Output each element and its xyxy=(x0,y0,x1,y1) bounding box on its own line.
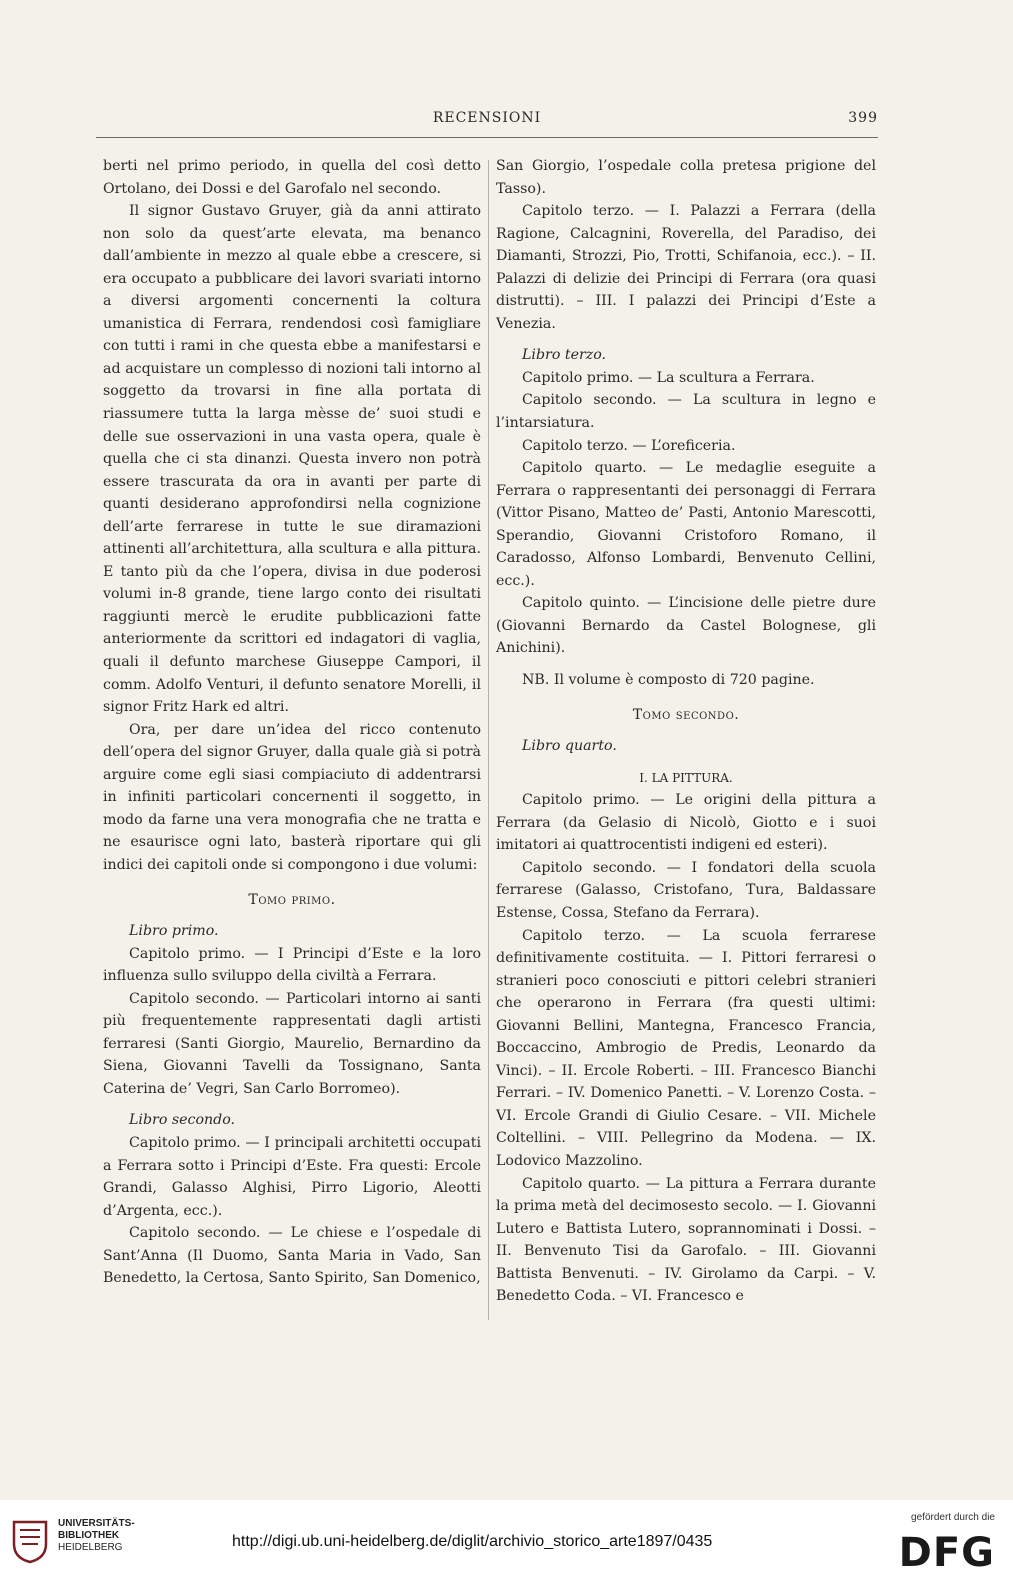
permalink-url[interactable]: http://digi.ub.uni-heidelberg.de/diglit/archivio_storico_arte1897/0435 xyxy=(232,1533,713,1550)
library-line-1: UNIVERSITÄTS- xyxy=(58,1518,135,1529)
paragraph: Capitolo primo. — La scultura a Ferrara. xyxy=(522,369,815,386)
book-heading: Libro primo. xyxy=(129,923,219,940)
library-name xyxy=(58,1518,135,1554)
header-rule xyxy=(96,137,878,138)
paragraph: Capitolo secondo. — Particolari intorno ai santi più frequentemente rappresentati dagli artisti ferraresi (Santi Giorgio, Maurelio, Bernardino da Siena, Giovanni Tavelli da Tossignano, Santa Caterina de’ Vegri, San Carlo Borromeo). xyxy=(103,990,481,1097)
paragraph: Capitolo secondo. — Le chiese e l’ospedale di Sant’Anna (Il Duomo, Santa Maria in Vado, San Benedetto, la Certosa, Santo Spirito, San Domenico, xyxy=(103,1225,481,1287)
section-heading: I. LA PITTURA. xyxy=(639,770,733,785)
column-divider xyxy=(488,160,489,1320)
paragraph: Capitolo quinto. — L’incisione delle pietre dure (Giovanni Bernardo da Castel Bolognese, gli Anichini). xyxy=(496,595,876,657)
digitization-footer xyxy=(0,1500,1013,1591)
library-line-3: HEIDELBERG xyxy=(58,1542,123,1553)
volume-heading: Tomo primo. xyxy=(248,891,336,908)
dfg-logo: DFG xyxy=(898,1530,995,1576)
paragraph: Capitolo terzo. — I. Palazzi a Ferrara (della Ragione, Calcagnini, Roverella, del Paradiso, dei Diamanti, Strozzi, Pio, Trotti, Schifanoia, ecc.). – II. Palazzi di delizie dei Principi di Ferrara (ora quasi distrutti). – III. I palazzi dei Principi d’Este a Venezia. xyxy=(496,203,876,332)
library-line-2: BIBLIOTHEK xyxy=(58,1530,120,1541)
funded-by-label: gefördert durch die xyxy=(911,1512,995,1523)
right-column xyxy=(496,155,876,1308)
paragraph: Capitolo secondo. — La scultura in legno e l’intarsiatura. xyxy=(496,392,876,432)
paragraph: Capitolo quarto. — Le medaglie eseguite a Ferrara o rappresentanti dei personaggi di Ferrara (Vittor Pisano, Matteo de’ Pasti, Antonio Marescotti, Sperandio, Giovanni Cristoforo Romano, il Caradosso, Alfonso Lombardi, Benvenuto Cellini, ecc.). xyxy=(496,460,876,589)
left-column xyxy=(103,155,481,1290)
paragraph: Capitolo primo. — I principali architetti occupati a Ferrara sotto i Principi d’Este. Fra questi: Ercole Grandi, Galasso Alghisi, Pirro Ligorio, Aleotti d’Argenta, ecc.). xyxy=(103,1134,481,1219)
paragraph: berti nel primo periodo, in quella del così detto Ortolano, dei Dossi e del Garofalo nel secondo. xyxy=(103,158,481,197)
paragraph: San Giorgio, l’ospedale colla pretesa prigione del Tasso). xyxy=(496,158,876,197)
book-heading: Libro quarto. xyxy=(522,738,617,755)
running-header xyxy=(96,110,878,134)
book-heading: Libro terzo. xyxy=(522,347,607,364)
university-seal-icon xyxy=(10,1518,50,1564)
paragraph: Capitolo primo. — I Principi d’Este e la loro influenza sullo sviluppo della civiltà a Ferrara. xyxy=(103,945,481,985)
paragraph: Capitolo terzo. — L’oreficeria. xyxy=(522,437,736,454)
paragraph: Capitolo primo. — Le origini della pittura a Ferrara (da Gelasio di Nicolò, Giotto e i suoi imitatori ai quattrocentisti indigeni ed esteri). xyxy=(496,792,876,854)
book-heading: Libro secondo. xyxy=(129,1112,236,1129)
header-title: RECENSIONI xyxy=(432,110,542,126)
page-number: 399 xyxy=(848,110,878,126)
paragraph: Capitolo terzo. — La scuola ferrarese definitivamente costituita. — I. Pittori ferraresi o stranieri poco conosciuti e pittori celebri stranieri che operarono in Ferrara (fra questi ultimi: Giovanni Bellini, Mantegna, Francesco Francia, Boccaccino, Ambrogio de Predis, Leonardo da Vinci). – II. Ercole Roberti. – III. Francesco Bianchi Ferrari. – IV. Domenico Panetti. – V. Lorenzo Costa. – VI. Ercole Grandi di Giulio Cesare. – VII. Michele Coltellini. – VIII. Pellegrino da Modena. — IX. Lodovico Mazzolino. xyxy=(496,927,876,1169)
paragraph: Ora, per dare un’idea del ricco contenuto dell’opera del signor Gruyer, dalla quale già si potrà arguire come egli siasi compiaciuto di addentrarsi in infiniti particolari concernenti il soggetto, in modo da farne una vera monografia che ne tratta e ne esaurisce ogni lato, basterà riportare qui gli indici dei capitoli onde si compongono i due volumi: xyxy=(103,721,481,873)
volume-heading: Tomo secondo. xyxy=(632,706,740,723)
paragraph: Capitolo secondo. — I fondatori della scuola ferrarese (Galasso, Cristofano, Tura, Baldassare Estense, Cossa, Stefano da Ferrara). xyxy=(496,859,876,921)
paragraph: Capitolo quarto. — La pittura a Ferrara durante la prima metà del decimosesto secolo. — I. Giovanni Lutero e Battista Lutero, soprannominati i Dossi. – II. Benvenuto Tisi da Garofalo. – III. Giovanni Battista Benvenuti. – IV. Girolamo da Carpi. – V. Benedetto Coda. – VI. Francesco e xyxy=(496,1175,876,1305)
paragraph: Il signor Gustavo Gruyer, già da anni attirato non solo da quest’arte elevata, ma benanco dall’ambiente in mezzo al quale ebbe a crescere, si era occupato a pubblicare dei lavori svariati intorno a diversi argomenti concernenti la coltura umanistica di Ferrara, rendendosi così famigliare con tutti i rami in che questa ebbe a manifestarsi e ad acquistare un complesso di nozioni tali intorno al soggetto da trovarsi in fine alla portata di riassumere tutta la larga mèsse de’ suoi studi e delle sue osservazioni in una vasta opera, quale è quella che ci sta dinanzi. Questa invero non potrà essere trascurata da ora in avanti per parte di quanti desiderano approfondirsi nella cognizione dell’arte ferrarese in tutte le sue diramazioni attinenti all’architettura, alla scultura e alla pittura. E tanto più da che l’opera, divisa in due poderosi volumi in-8 grande, tiene largo conto dei risultati raggiunti mercè le erudite pubblicazioni fatte anteriormente da scrittori ed indagatori di vaglia, quali il defunto marchese Giuseppe Campori, il comm. Adolfo Venturi, il defunto senatore Morelli, il signor Fritz Hark ed altri. xyxy=(103,203,481,716)
paragraph: NB. Il volume è composto di 720 pagine. xyxy=(522,672,815,689)
